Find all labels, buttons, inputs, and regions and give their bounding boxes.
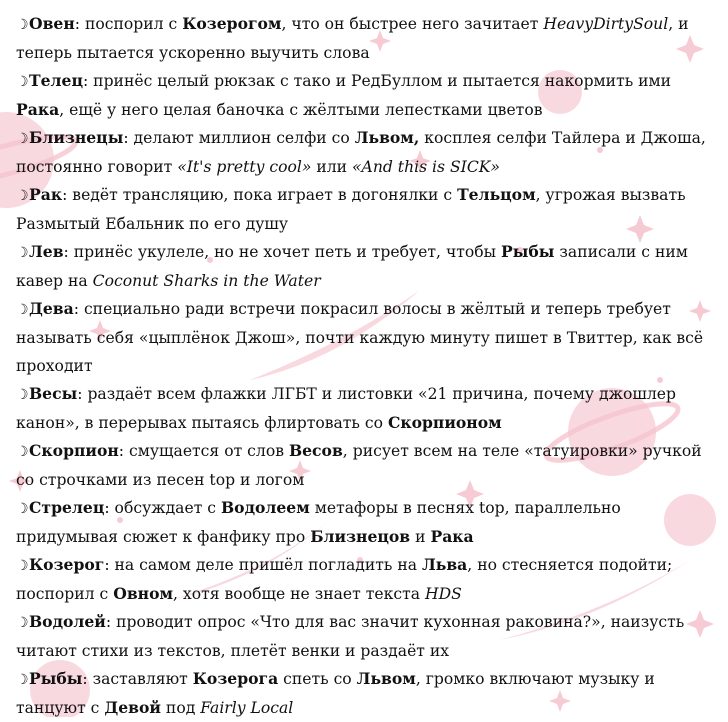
- zodiac-sign-name: Скорпион: [29, 441, 119, 460]
- horoscope-entry: [16, 494, 716, 551]
- sign-mention: Овном: [113, 584, 174, 603]
- entry-text: , что он быстрее него зачитает: [281, 15, 544, 33]
- crescent-moon-icon: ☽: [16, 615, 29, 631]
- sign-mention: Близнецов: [310, 527, 411, 546]
- sign-mention: Козерогом: [182, 14, 282, 33]
- entry-text: косплея селфи Тайлера и Джоша, постоянно говорит: [16, 129, 706, 176]
- crescent-moon-icon: ☽: [16, 672, 29, 688]
- zodiac-sign-name: Водолей: [29, 612, 106, 631]
- crescent-moon-icon: ☽: [16, 74, 29, 90]
- entry-text: , и теперь пытается ускоренно выучить слова: [16, 15, 689, 62]
- crescent-moon-icon: ☽: [16, 131, 29, 147]
- entry-text: : ведёт трансляцию, пока играет в догонялки с: [62, 186, 458, 204]
- horoscope-list: [16, 10, 716, 722]
- horoscope-entry: [16, 608, 716, 665]
- crescent-moon-icon: ☽: [16, 387, 29, 403]
- entry-text: , но стесняется подойти; поспорил с: [16, 556, 673, 603]
- entry-text: : специально ради встречи покрасил волосы в жёлтый и теперь требует называть себя «цыплёнок Джош», почти каждую минуту пишет в Твиттер, как всё проходит: [16, 300, 704, 375]
- entry-text: : проводит опрос «Что для вас значит кухонная раковина?», наизусть читают стихи из текстов, плетёт венки и раздаёт их: [16, 613, 685, 660]
- horoscope-entry: [16, 295, 716, 380]
- entry-text: записали с ним кавер на: [16, 243, 688, 290]
- sign-mention: Водолеем: [221, 498, 310, 517]
- zodiac-sign-name: Лев: [29, 242, 64, 261]
- entry-text: : принёс укулеле, но не хочет петь и требует, чтобы: [63, 243, 502, 261]
- entry-text: : заставляют: [82, 670, 193, 688]
- zodiac-sign-name: Козерог: [29, 555, 105, 574]
- entry-text: или: [311, 158, 353, 176]
- song-or-quote: Coconut Sharks in the Water: [92, 272, 321, 290]
- entry-text: спеть со: [278, 670, 357, 688]
- zodiac-sign-name: Близнецы: [29, 128, 124, 147]
- crescent-moon-icon: ☽: [16, 558, 29, 574]
- song-or-quote: Fairly Local: [200, 699, 294, 717]
- sign-mention: Львом,: [354, 128, 420, 147]
- crescent-moon-icon: ☽: [16, 302, 29, 318]
- song-or-quote: «It's pretty cool»: [177, 158, 312, 176]
- sign-mention: Рака: [16, 100, 60, 119]
- zodiac-sign-name: Рак: [29, 185, 63, 204]
- sign-mention: Козерога: [192, 669, 279, 688]
- horoscope-entry: [16, 437, 716, 494]
- horoscope-entry: [16, 181, 716, 238]
- entry-text: , громко включают музыку и танцуют с: [16, 670, 655, 717]
- horoscope-entry: [16, 10, 716, 67]
- horoscope-entry: [16, 380, 716, 437]
- zodiac-sign-name: Весы: [29, 384, 78, 403]
- entry-text: под: [160, 699, 201, 717]
- entry-text: : принёс целый рюкзак с тако и РедБуллом и пытается накормить ими: [82, 72, 672, 90]
- sign-mention: Львом: [356, 669, 416, 688]
- crescent-moon-icon: ☽: [16, 245, 29, 261]
- crescent-moon-icon: ☽: [16, 17, 29, 33]
- sign-mention: Льва: [421, 555, 468, 574]
- entry-text: , рисует всем на теле «татуировки» ручкой со строчками из песен top и логом: [16, 442, 702, 489]
- entry-text: : на самом деле пришёл погладить на: [104, 556, 422, 574]
- entry-text: : раздаёт всем флажки ЛГБТ и листовки «21 причина, почему джошлер канон», в перерывах пытаясь флиртовать со: [16, 385, 676, 432]
- sign-mention: Рыбы: [501, 242, 555, 261]
- crescent-moon-icon: ☽: [16, 501, 29, 517]
- entry-text: : смущается от слов: [118, 442, 289, 460]
- song-or-quote: HeavyDirtySoul: [543, 15, 669, 33]
- zodiac-sign-name: Овен: [29, 14, 75, 33]
- horoscope-entry: [16, 67, 716, 124]
- entry-text: : делают миллион селфи со: [123, 129, 355, 147]
- sign-mention: Девой: [104, 698, 161, 717]
- horoscope-entry: [16, 238, 716, 295]
- entry-text: , ещё у него целая баночка с жёлтыми лепестками цветов: [59, 101, 543, 119]
- zodiac-sign-name: Телец: [29, 71, 83, 90]
- zodiac-sign-name: Рыбы: [29, 669, 83, 688]
- sign-mention: Скорпионом: [387, 413, 502, 432]
- horoscope-entry: [16, 665, 716, 722]
- entry-text: метафоры в песнях top, параллельно придумывая сюжет к фанфику про: [16, 499, 621, 546]
- entry-text: , угрожая вызвать Размытый Ебальник по его душу: [16, 186, 686, 233]
- zodiac-sign-name: Стрелец: [29, 498, 105, 517]
- crescent-moon-icon: ☽: [16, 188, 29, 204]
- entry-text: , хотя вообще не знает текста: [173, 585, 425, 603]
- crescent-moon-icon: ☽: [16, 444, 29, 460]
- sign-mention: Тельцом: [457, 185, 536, 204]
- entry-text: : обсуждает с: [104, 499, 221, 517]
- sign-mention: Весов: [288, 441, 343, 460]
- entry-text: и: [410, 528, 431, 546]
- horoscope-entry: [16, 551, 716, 608]
- sign-mention: Рака: [430, 527, 474, 546]
- horoscope-entry: [16, 124, 716, 181]
- entry-text: : поспорил с: [74, 15, 183, 33]
- zodiac-sign-name: Дева: [29, 299, 74, 318]
- song-or-quote: HDS: [424, 585, 462, 603]
- song-or-quote: «And this is SICK»: [352, 158, 500, 176]
